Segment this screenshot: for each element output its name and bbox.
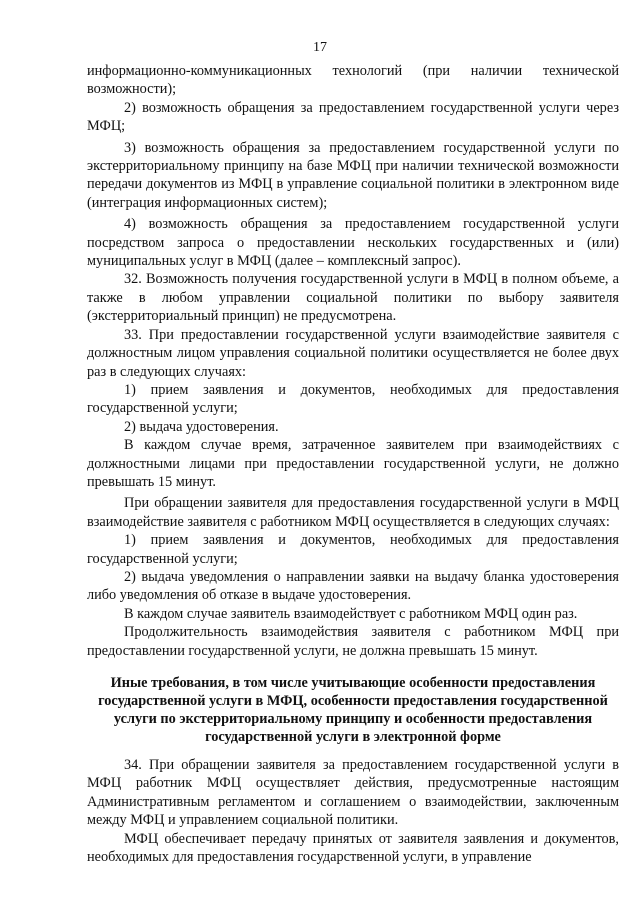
paragraph: 2) выдача удостоверения. <box>124 418 279 435</box>
paragraph: 2) выдача уведомления о направлении заявки на выдачу бланка удостоверения либо уведомления об отказе в выдаче удостоверения. <box>87 568 619 604</box>
document-body <box>87 62 619 866</box>
paragraph: В каждом случае время, затраченное заявителем при взаимодействиях с должностными лицами при предоставлении государственной услуги, не должно превышать 15 минут. <box>87 437 619 490</box>
paragraph: Продолжительность взаимодействия заявителя с работником МФЦ при предоставлении государственной услуги, не должна превышать 15 минут. <box>87 624 619 659</box>
paragraph: 32. Возможность получения государственной услуги в МФЦ в полном объеме, а также в любом управлении социальной политики по выбору заявителя (экстерриториальный принцип) не предусмотрена. <box>87 271 619 325</box>
paragraph: 1) прием заявления и документов, необходимых для предоставления государственной услуги; <box>87 532 619 567</box>
paragraph: 1) прием заявления и документов, необходимых для предоставления государственной услуги; <box>87 381 619 417</box>
paragraph: 4) возможность обращения за предоставлением государственной услуги посредством запроса о предоставлении нескольких государственных и (или) муниципальных услуг в МФЦ (далее – комплексный запрос). <box>87 216 619 270</box>
paragraph: 34. При обращении заявителя за предоставлением государственной услуги в МФЦ работник МФЦ осуществляет действия, предусмотренные настоящим Административным регламентом и соглашением о взаимодействии, заключенным между МФЦ и управлением социальной политики. <box>87 757 619 829</box>
paragraph: 2) возможность обращения за предоставлением государственной услуги через МФЦ; <box>87 99 619 135</box>
page-number: 17 <box>313 40 327 55</box>
paragraph: МФЦ обеспечивает передачу принятых от заявителя заявления и документов, необходимых для предоставления государственной услуги, в управление <box>87 830 619 866</box>
paragraph: информационно-коммуникационных технологий (при наличии технической возможности); <box>87 63 619 98</box>
paragraph: 33. При предоставлении государственной услуги взаимодействие заявителя с должностным лицом управления социальной политики осуществляется не более двух раз в следующих случаях: <box>87 326 619 380</box>
paragraph: При обращении заявителя для предоставления государственной услуги в МФЦ взаимодействие заявителя с работником МФЦ осуществляется в следующих случаях: <box>87 495 619 530</box>
paragraph: 3) возможность обращения за предоставлением государственной услуги по экстерриториальному принципу на базе МФЦ при наличии технической возможности передачи документов из МФЦ в управление социальной политики в электронном виде (интеграция информационных систем); <box>87 139 619 211</box>
paragraph: В каждом случае заявитель взаимодействует с работником МФЦ один раз. <box>124 605 578 622</box>
section-heading: Иные требования, в том числе учитывающие особенности предоставления государственной услуги в МФЦ, особенности предоставления государственной услуги по экстерриториальному принципу и особенности предоставления государственной услуги в электронной форме <box>98 675 608 745</box>
